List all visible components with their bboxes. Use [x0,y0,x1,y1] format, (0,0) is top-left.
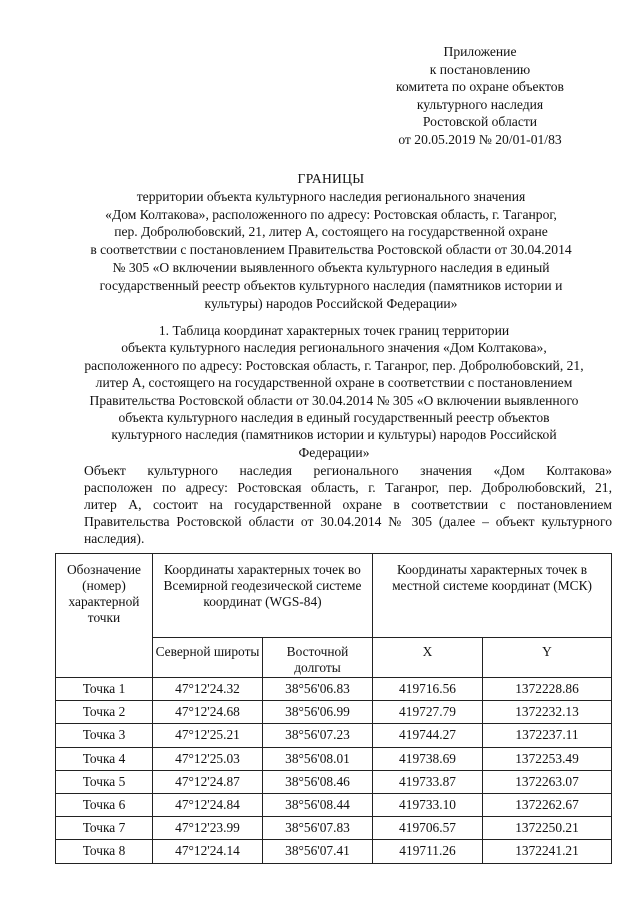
cell-x: 419706.57 [373,817,483,840]
title-heading: ГРАНИЦЫ [297,171,365,186]
cell-y: 1372237.11 [483,724,612,747]
title-line: культуры) народов Российской Федерации» [204,295,458,311]
paragraph-line: расположен по адресу: Ростовская область, г. Таганрог, пер. Добролюбовский, 21, [84,480,612,495]
table-row [56,840,612,863]
header-east: Восточной долготы [263,638,373,678]
cell-east: 38°56'07.83 [263,817,373,840]
cell-point: Точка 1 [56,678,153,701]
cell-y: 1372262.67 [483,793,612,816]
caption-line: Федерации» [298,444,370,460]
appendix-line: от 20.05.2019 № 20/01-01/83 [398,131,562,147]
appendix-line: комитета по охране объектов [396,79,564,95]
caption-line: 1. Таблица координат характерных точек границ территории [158,323,510,338]
caption-line: объекта культурного наследия в единый государственный реестр объектов [118,410,550,426]
appendix-line: Приложение [443,44,517,59]
cell-east: 38°56'08.46 [263,770,373,793]
cell-north: 47°12'25.03 [153,747,263,770]
coordinates-table [55,553,612,864]
cell-x: 419733.87 [373,770,483,793]
cell-x: 419744.27 [373,724,483,747]
cell-x: 419711.26 [373,840,483,863]
cell-y: 1372263.07 [483,770,612,793]
paragraph-line: литер А, состоит на государственной охране в соответствии с постановлением [84,497,612,512]
cell-y: 1372241.21 [483,840,612,863]
cell-north: 47°12'24.68 [153,701,263,724]
caption-line: Правительства Ростовской области от 30.04.2014 № 305 «О включении выявленного [89,392,579,408]
appendix-line: к постановлению [429,61,531,77]
table-caption [84,322,584,461]
cell-east: 38°56'06.83 [263,678,373,701]
cell-north: 47°12'23.99 [153,817,263,840]
title-line: № 305 «О включении выявленного объекта культурного наследия в единый [112,259,550,275]
cell-point: Точка 3 [56,724,153,747]
document-title [56,170,606,312]
table-row [56,678,612,701]
cell-north: 47°12'24.87 [153,770,263,793]
cell-y: 1372228.86 [483,678,612,701]
body-paragraph [84,462,612,547]
title-line: пер. Добролюбовский, 21, литер А, состоящего на государственной охране [114,224,548,240]
cell-north: 47°12'24.14 [153,840,263,863]
cell-x: 419727.79 [373,701,483,724]
title-line: государственный реестр объектов культурного наследия (памятников истории и [99,277,563,293]
cell-east: 38°56'06.99 [263,701,373,724]
table-row [56,793,612,816]
cell-point: Точка 6 [56,793,153,816]
title-line: территории объекта культурного наследия регионального значения [136,188,526,204]
paragraph-line: Объект культурного наследия регионального значения «Дом Колтакова» [84,463,612,478]
cell-x: 419733.10 [373,793,483,816]
title-line: «Дом Колтакова», расположенного по адресу: Ростовская область, г. Таганрог, [105,206,557,222]
table-row [56,724,612,747]
cell-east: 38°56'08.44 [263,793,373,816]
table-row [56,817,612,840]
header-north: Северной широты [153,638,263,678]
cell-point: Точка 5 [56,770,153,793]
paragraph-line: Правительства Ростовской области от 30.04.2014 № 305 (далее – объект культурного [84,514,612,529]
header-x: X [373,638,483,678]
header-wgs: Координаты характерных точек во Всемирной геодезической системе координат (WGS-84) [153,554,373,638]
header-msk: Координаты характерных точек в местной системе координат (МСК) [373,554,612,638]
paragraph-line: наследия). [84,531,145,546]
appendix-line: Ростовской области [422,114,538,130]
cell-point: Точка 7 [56,817,153,840]
cell-point: Точка 2 [56,701,153,724]
cell-east: 38°56'07.41 [263,840,373,863]
caption-line: расположенного по адресу: Ростовская область, г. Таганрог, пер. Добролюбовский, 21, [84,357,584,373]
table-row [56,747,612,770]
cell-x: 419738.69 [373,747,483,770]
cell-y: 1372250.21 [483,817,612,840]
caption-line: объекта культурного наследия регионального значения «Дом Колтакова», [121,340,547,356]
table-row [56,701,612,724]
cell-north: 47°12'24.32 [153,678,263,701]
header-y: Y [483,638,612,678]
cell-y: 1372253.49 [483,747,612,770]
cell-y: 1372232.13 [483,701,612,724]
table-row [56,770,612,793]
appendix-block [372,43,588,149]
cell-x: 419716.56 [373,678,483,701]
caption-line: литер А, состоящего на государственной охране в соответствии с постановлением [95,375,573,391]
cell-point: Точка 4 [56,747,153,770]
cell-north: 47°12'24.84 [153,793,263,816]
cell-point: Точка 8 [56,840,153,863]
cell-north: 47°12'25.21 [153,724,263,747]
header-point: Обозначение (номер) характерной точки [56,554,153,678]
cell-east: 38°56'07.23 [263,724,373,747]
cell-east: 38°56'08.01 [263,747,373,770]
title-line: в соответствии с постановлением Правительства Ростовской области от 30.04.2014 [90,242,572,258]
caption-line: культурного наследия (памятников истории и культуры) народов Российской [111,427,557,443]
appendix-line: культурного наследия [416,96,544,112]
